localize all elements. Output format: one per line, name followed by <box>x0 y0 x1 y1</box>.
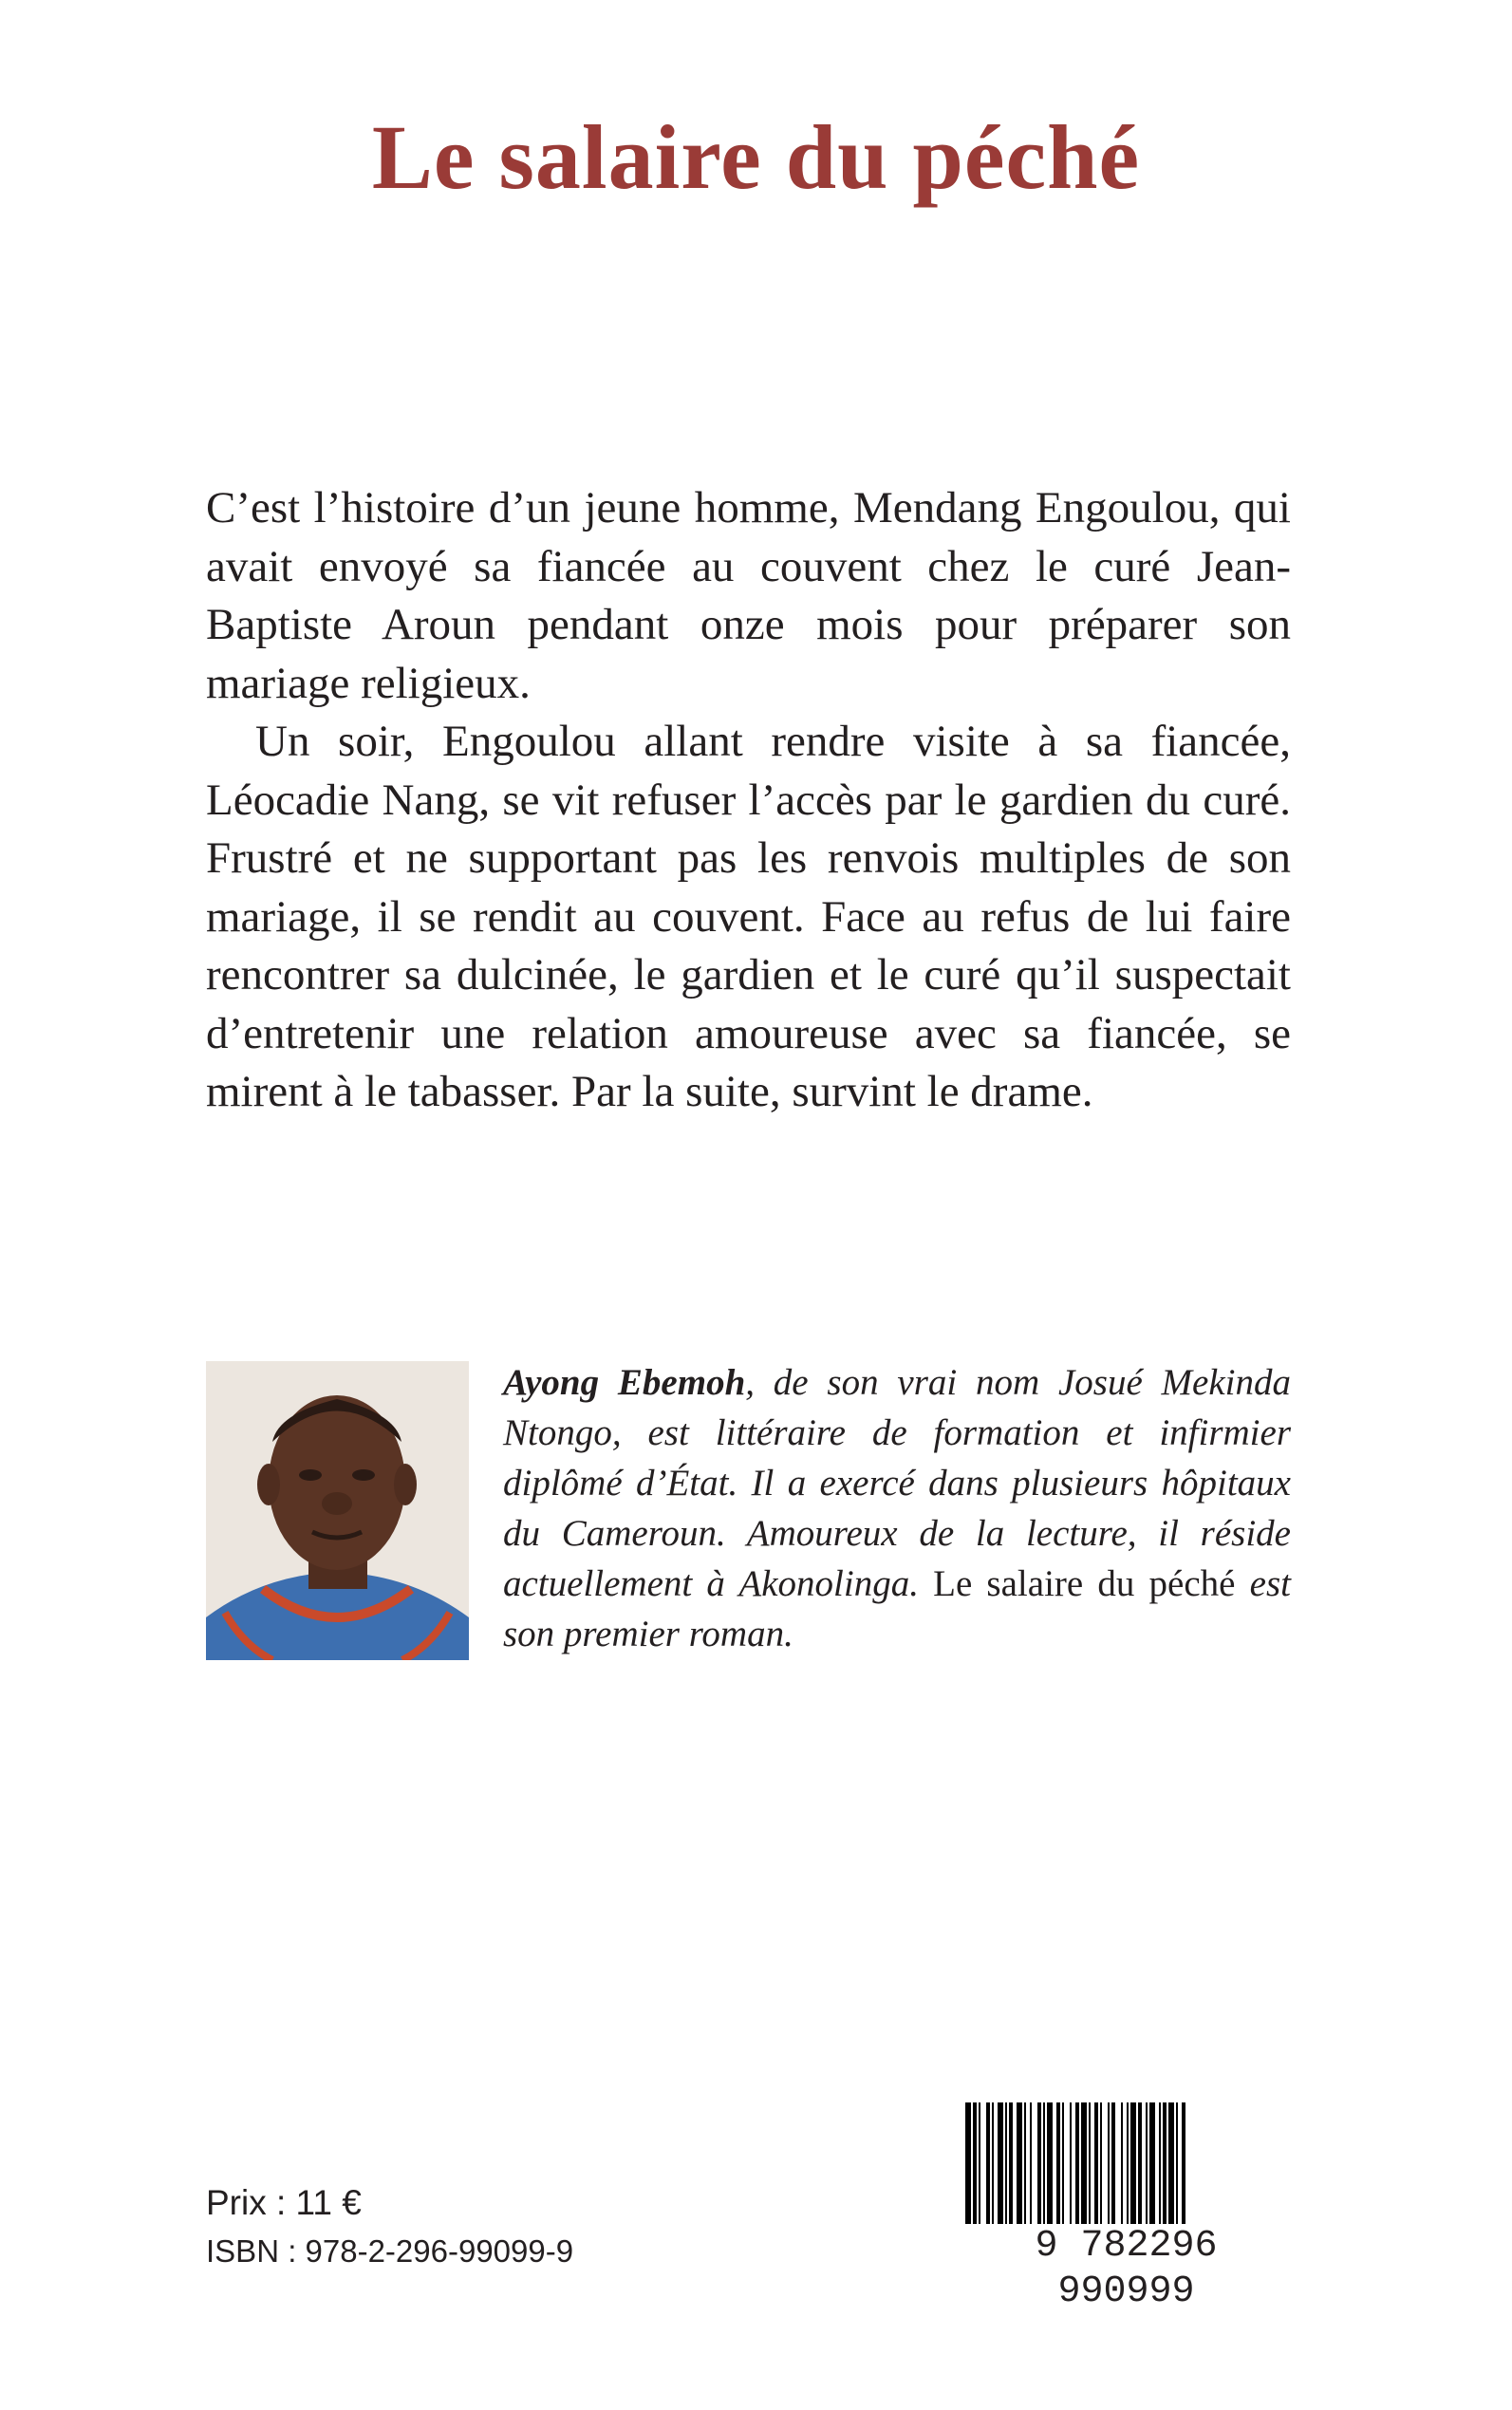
author-bio-text-2: est son premier roman. <box>503 1563 1291 1654</box>
barcode-bar <box>1030 2102 1032 2226</box>
author-bio <box>503 1357 1291 1659</box>
author-name: Ayong Ebemoh <box>503 1362 746 1403</box>
barcode-bar <box>1146 2102 1148 2226</box>
barcode-bar <box>1168 2102 1174 2226</box>
barcode-bar <box>1127 2102 1129 2226</box>
barcode-bar <box>1176 2102 1178 2226</box>
barcode-bar <box>1037 2102 1041 2226</box>
barcode-bar <box>1024 2102 1026 2226</box>
book-title: Le salaire du péché <box>371 106 1141 208</box>
barcode-bar <box>1089 2102 1091 2226</box>
barcode-bar <box>1111 2102 1115 2226</box>
barcode-bar <box>1009 2102 1013 2226</box>
barcode-bar <box>1005 2102 1007 2226</box>
barcode-bar <box>1100 2102 1102 2226</box>
barcode-bar <box>1149 2102 1155 2226</box>
barcode-bar <box>1130 2102 1136 2226</box>
barcode-bar <box>986 2102 990 2226</box>
barcode-bar <box>979 2102 980 2226</box>
barcode-bar <box>1056 2102 1060 2226</box>
barcode-bar <box>1047 2102 1053 2226</box>
barcode-bar <box>1094 2102 1098 2226</box>
barcode-bar <box>1159 2102 1161 2226</box>
barcode-bar <box>1121 2102 1123 2226</box>
barcode-bar <box>1070 2102 1072 2226</box>
barcode-bar <box>1138 2102 1142 2226</box>
author-photo <box>206 1361 469 1660</box>
blurb-paragraph-1: C’est l’histoire d’un jeune homme, Mendang Engoulou, qui avait envoyé sa fiancée au couvent chez le curé Jean-Baptiste Aroun pendant onze mois pour préparer son mariage religieux. <box>206 483 1291 708</box>
price-label: Prix : 11 € <box>206 2183 362 2222</box>
barcode-bar <box>1043 2102 1045 2226</box>
author-bio-book-title: Le salaire du péché <box>933 1563 1236 1604</box>
barcode-bar <box>973 2102 977 2226</box>
author-bio-text-1: , de son vrai nom Josué Mekinda Ntongo, est littéraire de formation et infirmier diplômé d’État. Il a exercé dans plusieurs hôpitaux du Cameroun. Amoureux de la lecture, il réside actuellement à Akonolinga. <box>503 1362 1291 1604</box>
back-cover-blurb <box>206 479 1291 1122</box>
barcode-bar <box>965 2102 971 2226</box>
barcode-bar <box>1182 2102 1185 2226</box>
barcode-bar <box>992 2102 994 2226</box>
barcode-bar <box>1108 2102 1110 2226</box>
barcode-bar <box>1163 2102 1167 2226</box>
barcode-bar <box>998 2102 1003 2226</box>
barcode-bar <box>1062 2102 1064 2226</box>
barcode-digits: 9 782296 990999 <box>961 2224 1291 2315</box>
barcode-bar <box>1075 2102 1079 2226</box>
barcode-bar <box>1081 2102 1087 2226</box>
isbn-label: ISBN : 978-2-296-99099-9 <box>206 2233 574 2269</box>
blurb-paragraph-2: Un soir, Engoulou allant rendre visite à sa fiancée, Léocadie Nang, se vit refuser l’accès par le gardien du curé. Frustré et ne supportant pas les renvois multiples de son mariage, il se rendit au couvent. Face au refus de lui faire rencontrer sa dulcinée, le gardien et le curé qu’il suspectait d’entretenir une relation amoureuse avec sa fiancée, se mirent à le tabasser. Par la suite, survint le drame. <box>206 717 1291 1116</box>
barcode-bar <box>1017 2102 1022 2226</box>
